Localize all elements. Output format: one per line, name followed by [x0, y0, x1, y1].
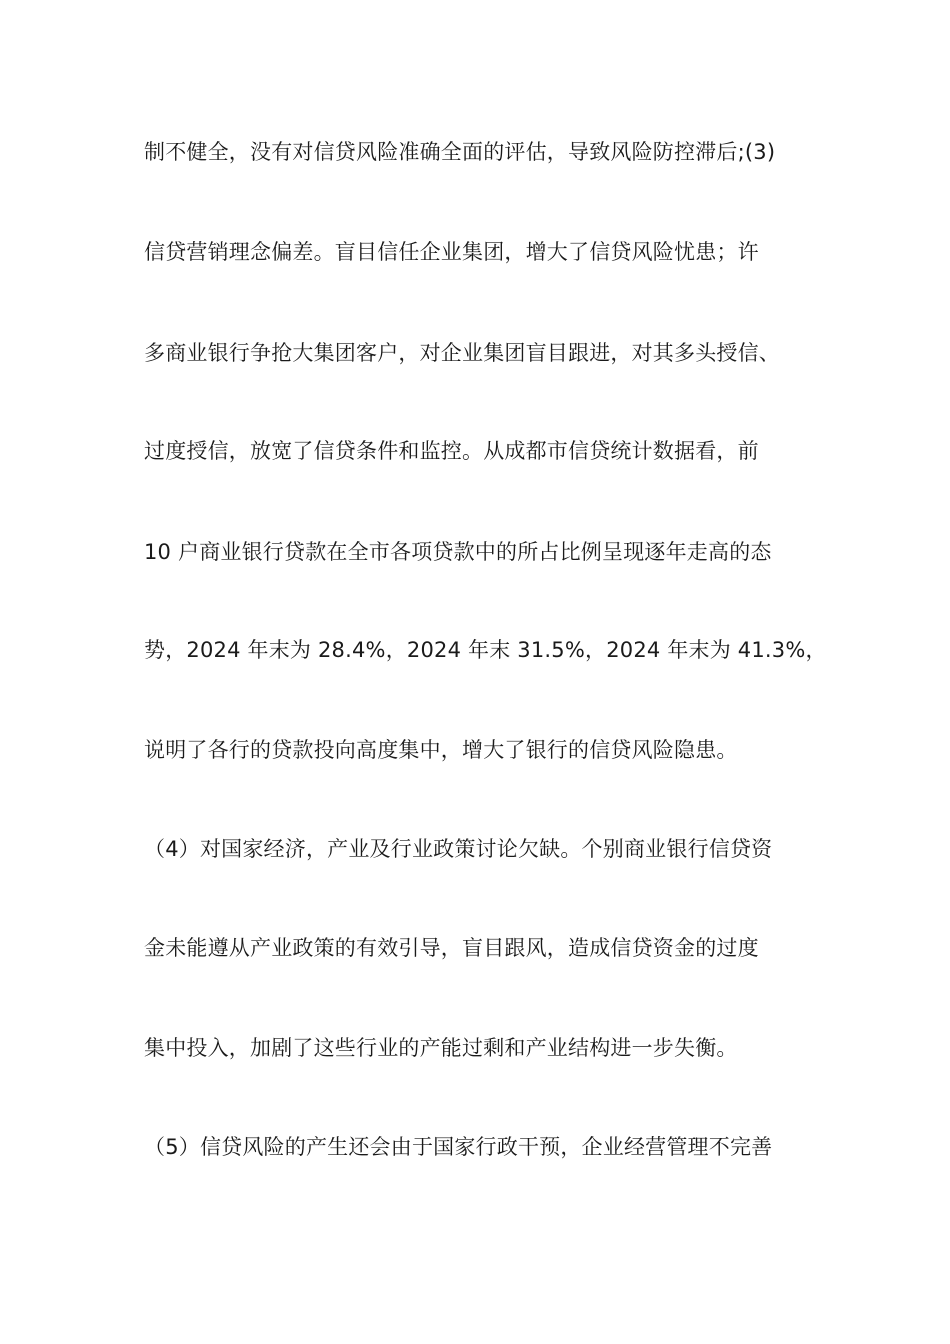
text-line: 集中投入，加剧了这些行业的产能过剩和产业结构进一步失衡。	[144, 1036, 738, 1060]
text-line: （4）对国家经济，产业及行业政策讨论欠缺。个别商业银行信贷资	[144, 837, 773, 861]
text-line: 金未能遵从产业政策的有效引导，盲目跟风，造成信贷资金的过度	[144, 936, 759, 960]
text-line: 说明了各行的贷款投向高度集中，增大了银行的信贷风险隐患。	[144, 738, 738, 762]
text-line: 多商业银行争抢大集团客户，对企业集团盲目跟进，对其多头授信、	[144, 341, 780, 365]
text-line: 势，2024 年末为 28.4%，2024 年末 31.5%，2024 年末为 41.3%，	[144, 638, 827, 662]
text-line: 10 户商业银行贷款在全市各项贷款中的所占比例呈现逐年走高的态	[144, 540, 772, 564]
text-line: （5）信贷风险的产生还会由于国家行政干预，企业经营管理不完善	[144, 1135, 773, 1159]
text-line: 信贷营销理念偏差。盲目信任企业集团，增大了信贷风险忧患；许	[144, 240, 759, 264]
text-line: 制不健全，没有对信贷风险准确全面的评估，导致风险防控滞后;(3)	[144, 140, 776, 164]
text-line: 过度授信，放宽了信贷条件和监控。从成都市信贷统计数据看，前	[144, 439, 759, 463]
